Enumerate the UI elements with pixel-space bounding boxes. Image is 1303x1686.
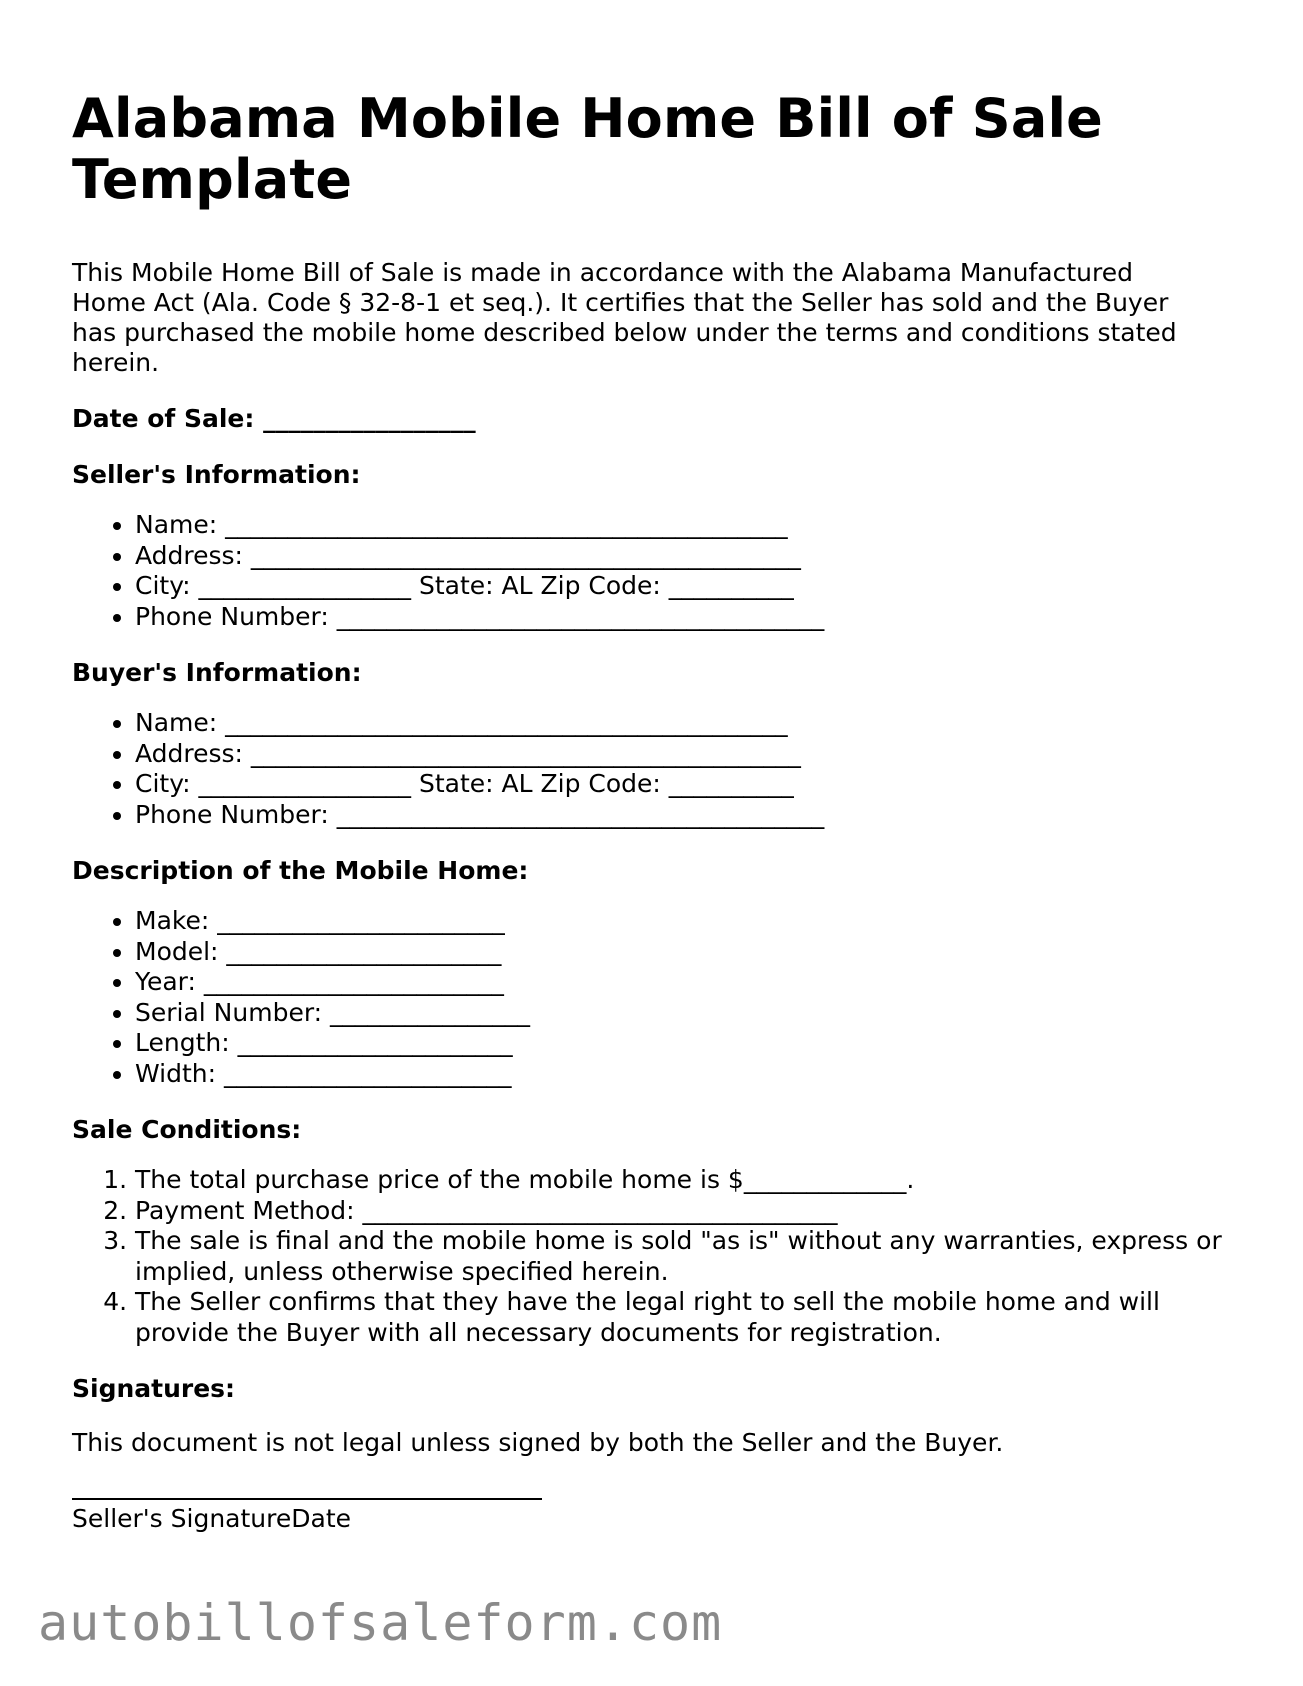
seller-heading: Seller's Information:: [72, 460, 361, 489]
date-of-sale-field: Date of Sale: _________________: [72, 404, 476, 433]
length-field: • Length: ______________________: [135, 1028, 1222, 1059]
description-list: [72, 906, 1222, 1089]
intro-paragraph: This Mobile Home Bill of Sale is made in accordance with the Alabama Manufactured Home Act (Ala. Code § 32-8-1 et seq.). It certifies that the Seller has sold and the Buyer has purchased the mobile home described below under the terms and conditions stated herein.: [72, 258, 1177, 377]
signatures-note: This document is not legal unless signed by both the Seller and the Buyer.: [72, 1428, 1004, 1457]
seller-name-field: • Name: _____________________________________________: [135, 510, 1222, 541]
year-field: • Year: ________________________: [135, 967, 1222, 998]
document-title: Alabama Mobile Home Bill of Sale Template: [72, 87, 1104, 211]
seller-address-field: • Address: ____________________________________________: [135, 541, 1222, 572]
description-heading: Description of the Mobile Home:: [72, 856, 529, 885]
serial-number-field: • Serial Number: ________________: [135, 998, 1222, 1029]
conditions-list: [72, 1165, 1222, 1348]
model-field: • Model: ______________________: [135, 937, 1222, 968]
condition-purchase-price: 1. The total purchase price of the mobile home is $_____________.: [135, 1165, 1222, 1196]
buyer-info-list: [72, 708, 1222, 830]
seller-info-list: [72, 510, 1222, 632]
buyer-city-field: • City: _________________ State: AL Zip Code: __________: [135, 769, 1222, 800]
buyer-name-field: • Name: _____________________________________________: [135, 708, 1222, 739]
condition-payment-method: 2. Payment Method: ______________________________________: [135, 1196, 1222, 1227]
buyer-heading: Buyer's Information:: [72, 658, 362, 687]
make-field: • Make: _______________________: [135, 906, 1222, 937]
seller-phone-field: • Phone Number: _______________________________________: [135, 602, 1222, 633]
conditions-heading: Sale Conditions:: [72, 1115, 302, 1144]
seller-signature-label: Seller's SignatureDate: [72, 1504, 352, 1533]
watermark: autobillofsaleform.com: [38, 1594, 723, 1652]
condition-legal-right: 4. The Seller confirms that they have the legal right to sell the mobile home and will provide the Buyer with all necessary documents for registration.: [135, 1287, 1222, 1348]
signatures-heading: Signatures:: [72, 1374, 236, 1403]
document-page: [72, 88, 1222, 1534]
buyer-address-field: • Address: ____________________________________________: [135, 739, 1222, 770]
seller-signature-line: [72, 1498, 542, 1500]
buyer-phone-field: • Phone Number: _______________________________________: [135, 800, 1222, 831]
condition-as-is: 3. The sale is final and the mobile home is sold "as is" without any warranties, express or implied, unless otherwise specified herein.: [135, 1226, 1222, 1287]
width-field: • Width: _______________________: [135, 1059, 1222, 1090]
seller-city-field: • City: _________________ State: AL Zip Code: __________: [135, 571, 1222, 602]
